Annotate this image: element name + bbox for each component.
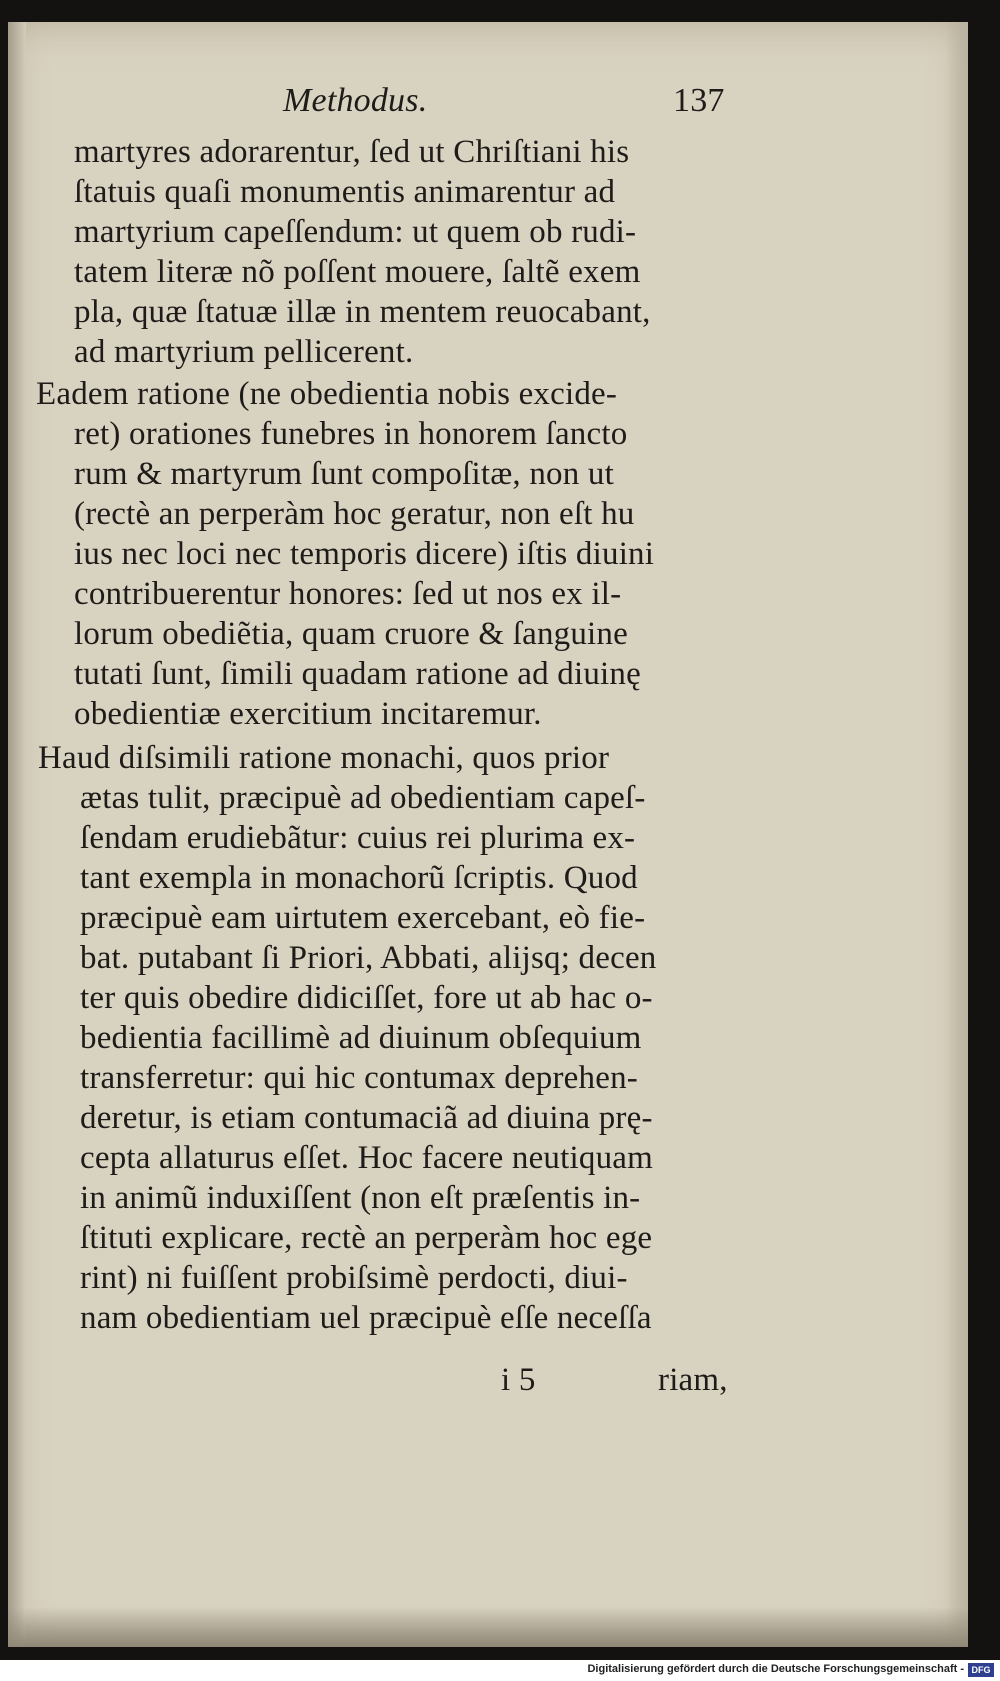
text-line: bat. putabant ſi Priori, Abbati, alijsq; decen (80, 940, 657, 976)
text-line: ius nec loci nec temporis dicere) iſtis diuini (74, 536, 655, 572)
text-line: in animũ induxiſſent (non eſt præſentis in- (80, 1180, 641, 1216)
credit-text: Digitalisierung gefördert durch die Deutsche Forschungsgemeinschaft - (587, 1663, 964, 1675)
text-line: bedientia facillimè ad diuinum obſequium (80, 1020, 642, 1056)
text-line: rum & martyrum ſunt compoſitæ, non ut (74, 456, 614, 492)
book-page (8, 22, 968, 1647)
page-number: 137 (673, 82, 725, 119)
text-line: contribuerentur honores: ſed ut nos ex il- (74, 576, 622, 612)
text-line: martyrium capeſſendum: ut quem ob rudi- (74, 214, 637, 250)
text-line: pla, quæ ſtatuæ illæ in mentem reuocabant, (74, 294, 651, 330)
text-line: tatem literæ nõ poſſent mouere, ſaltẽ exem (74, 254, 641, 290)
text-line: (rectè an perperàm hoc geratur, non eſt hu (74, 496, 635, 532)
text-line: ſtituti explicare, rectè an perperàm hoc ege (80, 1220, 653, 1256)
text-line: ætas tulit, præcipuè ad obedientiam capeſ- (80, 780, 646, 816)
text-line: rint) ni fuiſſent probiſsimè perdocti, diui- (80, 1260, 628, 1296)
catchword: riam, (658, 1362, 728, 1398)
dfg-logo: DFG (968, 1663, 994, 1677)
text-block (8, 22, 968, 1647)
text-line: nam obedientiam uel præcipuè eſſe neceſſa (80, 1300, 652, 1336)
text-line: cepta allaturus eſſet. Hoc facere neutiquam (80, 1140, 653, 1176)
text-line: ret) orationes funebres in honorem ſancto (74, 416, 628, 452)
text-line: ſendam erudiebãtur: cuius rei plurima ex- (80, 820, 636, 856)
text-line: transferretur: qui hic contumax deprehen- (80, 1060, 638, 1096)
text-line: martyres adorarentur, ſed ut Chriſtiani his (74, 134, 630, 170)
text-line: obedientiæ exercitium incitaremur. (74, 696, 542, 732)
text-line: ad martyrium pellicerent. (74, 334, 414, 370)
text-line: tant exempla in monachorũ ſcriptis. Quod (80, 860, 638, 896)
text-line: deretur, is etiam contumaciã ad diuina prę- (80, 1100, 653, 1136)
signature-mark: i 5 (501, 1362, 536, 1398)
text-line: lorum obediẽtia, quam cruore & ſanguine (74, 616, 628, 652)
text-line: præcipuè eam uirtutem exercebant, eò fie- (80, 900, 646, 936)
text-line: ter quis obedire didiciſſet, fore ut ab hac o- (80, 980, 653, 1016)
text-line: ſtatuis quaſi monumentis animarentur ad (74, 174, 616, 210)
text-line: tutati ſunt, ſimili quadam ratione ad diuinę (74, 656, 641, 692)
paragraph-start-line: Haud diſsimili ratione monachi, quos prior (38, 740, 610, 776)
paragraph-start-line: Eadem ratione (ne obedientia nobis excide- (36, 376, 618, 412)
running-head: Methodus. (283, 82, 428, 119)
